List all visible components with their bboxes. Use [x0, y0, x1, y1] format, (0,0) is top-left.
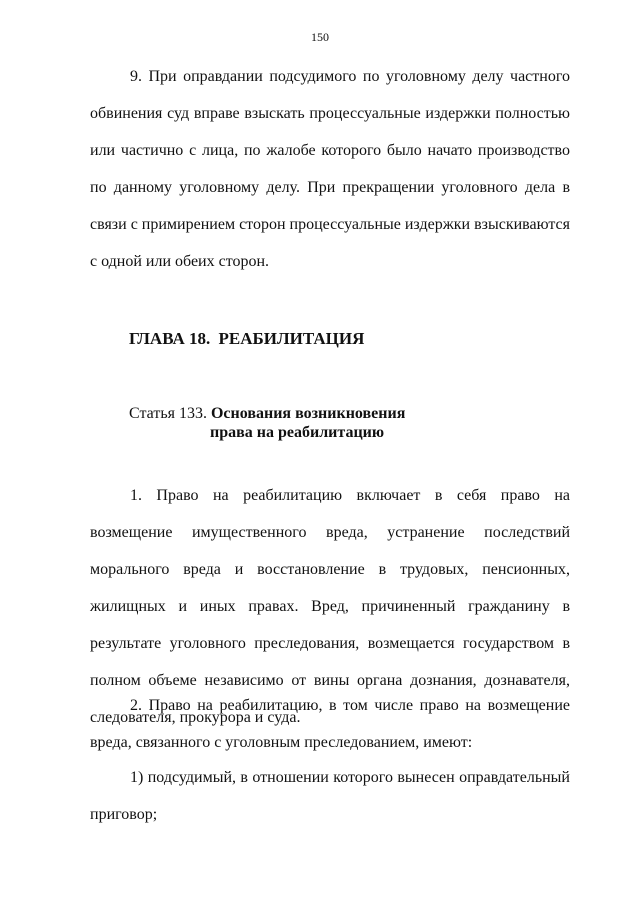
article-list-item-1: 1) подсудимый, в отношении которого вынесен оправдательный приговор;	[90, 769, 570, 823]
chapter-heading	[129, 329, 364, 349]
article-title-line1: Основания возникновения	[210, 405, 406, 422]
article-title-line2: права на реабилитацию	[210, 424, 385, 441]
chapter-prefix: ГЛАВА 18.	[129, 329, 211, 348]
article-paragraph-2: 2. Право на реабилитацию, в том числе право на возмещение вреда, связанного с уголовным преследованием, имеют:	[90, 697, 570, 751]
article-prefix: Статья 133.	[129, 405, 207, 422]
article-heading	[129, 404, 405, 442]
chapter-title: РЕАБИЛИТАЦИЯ	[218, 329, 365, 348]
article-paragraph-1: 1. Право на реабилитацию включает в себя право на возмещение имущественного вреда, устранение последствий морального вреда и восстановление в трудовых, пенсионных, жилищных и иных правах. Вред, причиненный гражданину в результате уголовного преследования, возмещается государством в полном объеме независимо от вины органа дознания, дознавателя, следователя, прокурора и суда.	[90, 487, 570, 726]
page-number: 150	[311, 30, 329, 44]
paragraph-9: 9. При оправдании подсудимого по уголовному делу частного обвинения суд вправе взыскать процессуальные издержки полностью или частично с лица, по жалобе которого было начато производство по данному уголовному делу. При прекращении уголовного дела в связи с примирением сторон процессуальные издержки взыскиваются с одной или обеих сторон.	[90, 68, 570, 270]
